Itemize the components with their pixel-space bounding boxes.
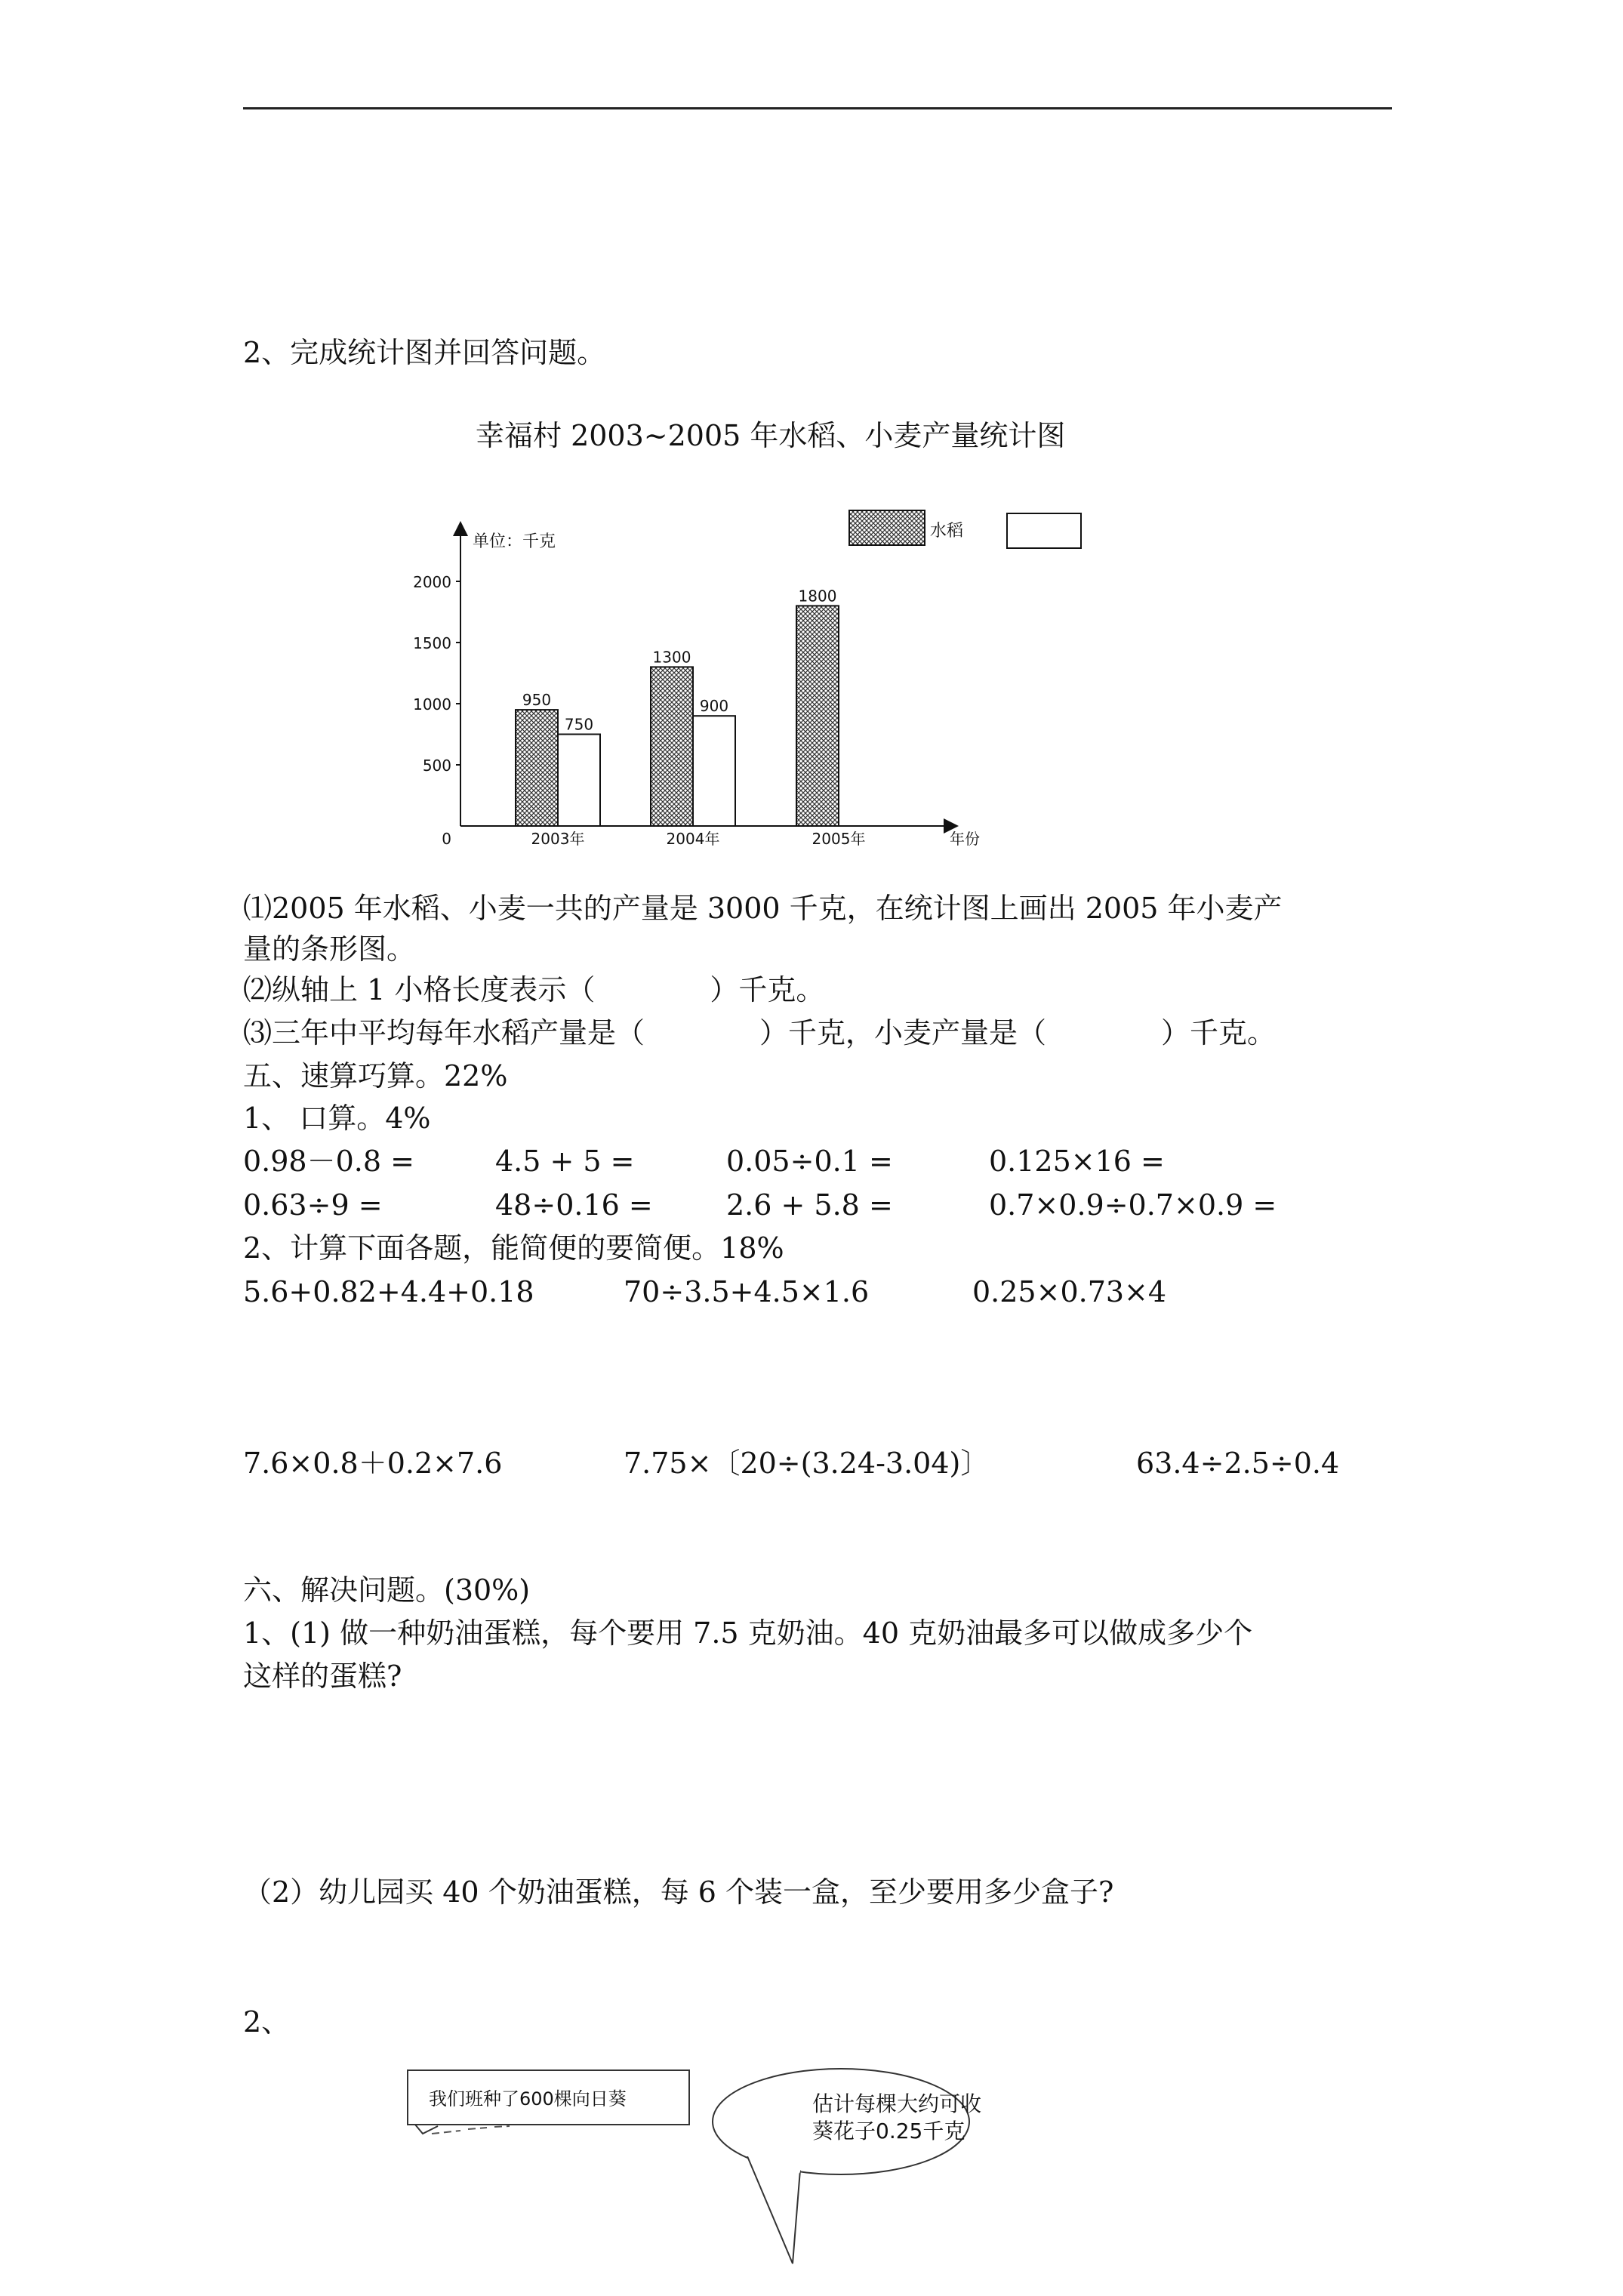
right-speech-tail xyxy=(747,2156,800,2264)
bar-水稻 xyxy=(796,606,839,826)
section5-title: 五、速算巧算。22% xyxy=(243,1059,508,1093)
x-tick-label: 2004年 xyxy=(666,830,720,848)
x-axis-label: 年份 xyxy=(950,830,980,848)
calc-item: 5.6+0.82+4.4+0.18 xyxy=(243,1275,534,1308)
y-tick-label: 2000 xyxy=(413,573,451,591)
chart-question-1a: ⑴2005 年水稻、小麦一共的产量是 3000 千克，在统计图上画出 2005 年小麦产 xyxy=(243,892,1283,925)
legend-swatch-rice xyxy=(849,510,925,545)
oral-item: 48÷0.16 = xyxy=(495,1188,653,1222)
y-tick-label: 1000 xyxy=(413,695,451,713)
bar-水稻 xyxy=(651,667,693,826)
legend-wheat xyxy=(1004,510,1140,556)
right-bubble-text-2: 葵花子0.25千克 xyxy=(812,2119,965,2143)
y-tick-label: 1500 xyxy=(413,634,451,652)
oral-item: 2.6 + 5.8 = xyxy=(726,1188,893,1222)
bar-小麦 xyxy=(693,716,735,826)
calc-item: 7.75×〔20÷(3.24-3.04)〕 xyxy=(624,1447,990,1480)
calc-item: 0.25×0.73×4 xyxy=(972,1275,1167,1308)
legend-label-rice: 水稻 xyxy=(930,522,964,541)
bar-value-label: 900 xyxy=(699,697,729,716)
oral-item: 4.5 + 5 = xyxy=(495,1145,635,1178)
oral-item: 0.05÷0.1 = xyxy=(726,1145,893,1178)
problem-1-line1: 1、(1) 做一种奶油蛋糕，每个要用 7.5 克奶油。40 克奶油最多可以做成多少个 xyxy=(243,1616,1253,1650)
section6-title: 六、解决问题。(30%) xyxy=(243,1573,531,1607)
oral-item: 0.125×16 = xyxy=(989,1145,1165,1178)
problem-2-label: 2、 xyxy=(243,2005,291,2039)
bar-chart xyxy=(377,498,1027,861)
x-tick-label: 2003年 xyxy=(531,830,585,848)
oral-title: 1、 口算。4% xyxy=(243,1102,431,1135)
y-unit-label: 单位：千克 xyxy=(473,532,556,551)
calc-item: 63.4÷2.5÷0.4 xyxy=(1136,1447,1340,1480)
calc-item: 7.6×0.8＋0.2×7.6 xyxy=(243,1447,503,1480)
left-speech-tail xyxy=(415,2125,438,2134)
bar-水稻 xyxy=(516,710,558,826)
y-tick-label: 0 xyxy=(442,830,451,848)
left-bubble-text: 我们班种了600棵向日葵 xyxy=(429,2088,627,2110)
bar-value-label: 1800 xyxy=(798,587,837,606)
chart-title: 幸福村 2003~2005 年水稻、小麦产量统计图 xyxy=(476,419,1066,452)
left-speech-scribble xyxy=(432,2126,510,2134)
bar-value-label: 1300 xyxy=(652,648,691,667)
calc-title: 2、计算下面各题，能简便的要简便。18% xyxy=(243,1231,784,1265)
problem-1-line2: 这样的蛋糕? xyxy=(243,1660,402,1693)
right-bubble-text-1: 估计每棵大约可收 xyxy=(812,2091,982,2116)
calc-item: 70÷3.5+4.5×1.6 xyxy=(624,1275,870,1308)
problem-1-part2: （2）幼儿园买 40 个奶油蛋糕，每 6 个装一盒，至少要用多少盒子? xyxy=(243,1875,1114,1909)
header-rule xyxy=(243,107,1392,109)
chart-question-1b: 量的条形图。 xyxy=(243,932,416,966)
oral-item: 0.7×0.9÷0.7×0.9 = xyxy=(989,1188,1277,1222)
oral-item: 0.63÷9 = xyxy=(243,1188,383,1222)
chart-question-label: 2、完成统计图并回答问题。 xyxy=(243,336,606,369)
x-tick-label: 2005年 xyxy=(812,830,866,848)
legend-swatch-wheat xyxy=(1007,513,1081,548)
bar-value-label: 950 xyxy=(522,691,552,710)
bar-value-label: 750 xyxy=(564,715,594,734)
chart-question-2: ⑵纵轴上 1 小格长度表示（ ）千克。 xyxy=(243,973,825,1006)
chart-question-3: ⑶三年中平均每年水稻产量是（ ）千克，小麦产量是（ ）千克。 xyxy=(243,1016,1277,1049)
y-tick-label: 500 xyxy=(422,757,451,775)
bar-小麦 xyxy=(558,735,600,827)
oral-item: 0.98－0.8 = xyxy=(243,1145,414,1178)
